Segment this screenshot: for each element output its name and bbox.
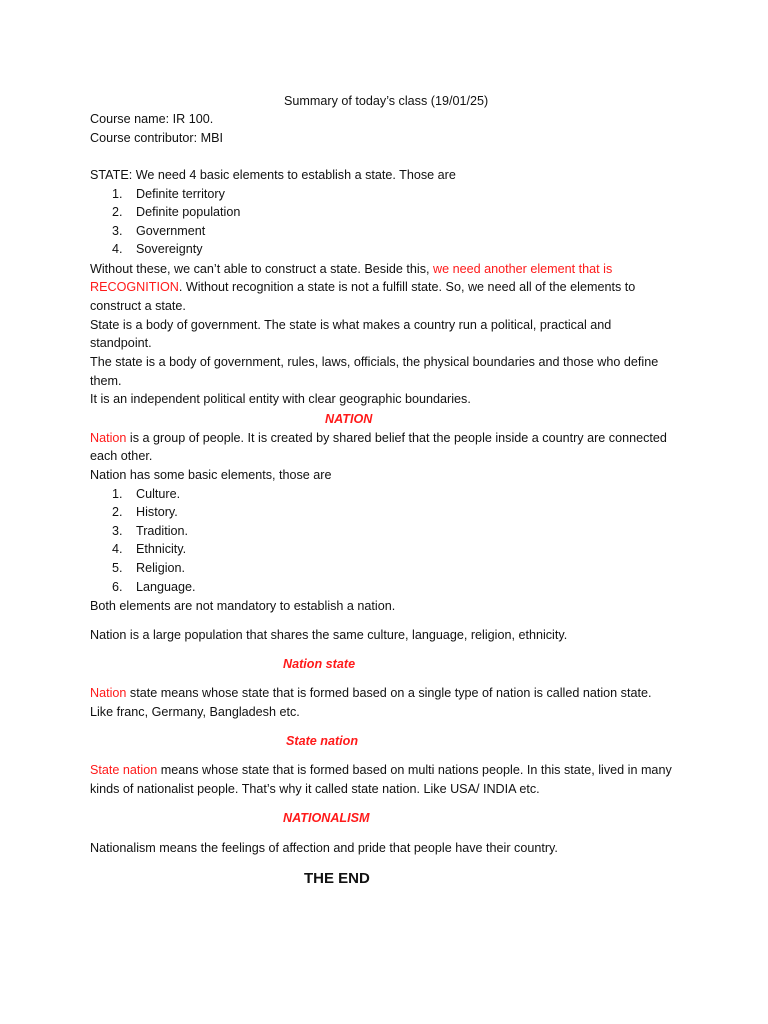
- nation-heading: NATION: [325, 412, 373, 426]
- list-item: Religion.: [136, 561, 186, 575]
- highlighted-text: RECOGNITION: [90, 280, 179, 294]
- nation-paragraph-line: Nation is a large population that shares the same culture, language, religion, ethnicity.: [90, 628, 568, 642]
- nation-paragraph-line: each other.: [90, 449, 153, 463]
- list-number: 6.: [112, 580, 123, 594]
- text-span: means whose state that is formed based on multi nations people. In this state, lived in many: [157, 763, 672, 777]
- list-number: 3.: [112, 224, 123, 238]
- list-number: 1.: [112, 187, 123, 201]
- course-name: Course name: IR 100.: [90, 112, 214, 126]
- state-paragraph-line: construct a state.: [90, 299, 186, 313]
- state-nation-heading: State nation: [286, 734, 359, 748]
- state-paragraph-line: [90, 278, 635, 296]
- text-span: Without these, we can’t able to construct a state. Beside this,: [90, 262, 434, 276]
- list-number: 4.: [112, 242, 123, 256]
- list-item: History.: [136, 505, 178, 519]
- nation-paragraph-line: Both elements are not mandatory to establish a nation.: [90, 599, 396, 613]
- list-item: Government: [136, 224, 206, 238]
- state-nation-line: kinds of nationalist people. That’s why it called state nation. Like USA/ INDIA etc.: [90, 782, 540, 796]
- state-paragraph-line: them.: [90, 374, 122, 388]
- nation-state-heading: Nation state: [283, 657, 356, 671]
- highlighted-text: we need another element that is: [433, 262, 613, 276]
- state-paragraph-line: The state is a body of government, rules, laws, officials, the physical boundaries and those who define: [90, 355, 659, 369]
- state-paragraph-line: It is an independent political entity with clear geographic boundaries.: [90, 392, 471, 406]
- list-item: Ethnicity.: [136, 542, 187, 556]
- state-paragraph-line: State is a body of government. The state is what makes a country run a political, practical and: [90, 318, 612, 332]
- nationalism-heading: NATIONALISM: [283, 811, 370, 825]
- list-item: Definite population: [136, 205, 241, 219]
- highlighted-text: Nation: [90, 431, 127, 445]
- highlighted-text: Nation: [90, 686, 127, 700]
- list-number: 5.: [112, 561, 123, 575]
- text-span: is a group of people. It is created by shared belief that the people inside a country are connected: [126, 431, 667, 445]
- list-item: Tradition.: [136, 524, 189, 538]
- list-number: 2.: [112, 205, 123, 219]
- list-number: 4.: [112, 542, 123, 556]
- list-number: 3.: [112, 524, 123, 538]
- text-span: . Without recognition a state is not a fulfill state. So, we need all of the elements to: [178, 280, 636, 294]
- document-title: Summary of today’s class (19/01/25): [284, 94, 489, 108]
- list-item: Sovereignty: [136, 242, 203, 256]
- course-contributor: Course contributor: MBI: [90, 131, 223, 145]
- nation-state-line: [90, 684, 651, 702]
- list-item: Culture.: [136, 487, 181, 501]
- state-paragraph-line: standpoint.: [90, 336, 152, 350]
- nationalism-line: Nationalism means the feelings of affection and pride that people have their country.: [90, 841, 558, 855]
- state-nation-line: [90, 761, 672, 779]
- nation-state-line: Like franc, Germany, Bangladesh etc.: [90, 705, 300, 719]
- state-paragraph-line: [90, 260, 612, 278]
- list-item: Definite territory: [136, 187, 225, 201]
- nation-paragraph-line: Nation has some basic elements, those are: [90, 468, 332, 482]
- nation-paragraph-line: [90, 429, 667, 447]
- text-span: state means whose state that is formed based on a single type of nation is called nation state.: [126, 686, 652, 700]
- end-heading: THE END: [304, 870, 370, 887]
- state-intro: STATE: We need 4 basic elements to establish a state. Those are: [90, 168, 456, 182]
- list-number: 2.: [112, 505, 123, 519]
- list-number: 1.: [112, 487, 123, 501]
- list-item: Language.: [136, 580, 196, 594]
- highlighted-text: State nation: [90, 763, 158, 777]
